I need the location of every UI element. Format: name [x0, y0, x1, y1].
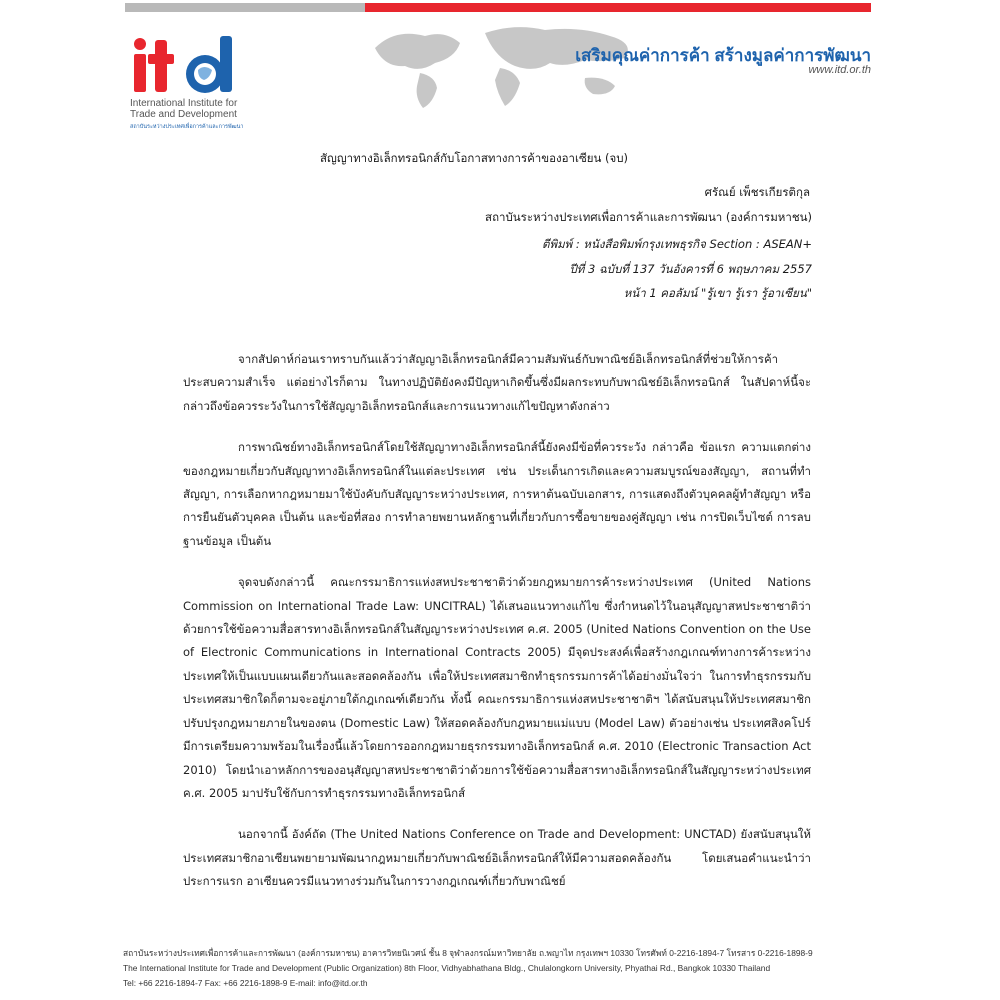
publication-line-2: ปีที่ 3 ฉบับที่ 137 วันอังคารที่ 6 พฤษภาคม 2557	[569, 261, 812, 276]
author-affiliation: สถาบันระหว่างประเทศเพื่อการค้าและการพัฒนา (องค์การมหาชน)	[485, 210, 812, 224]
article-title: สัญญาทางอิเล็กทรอนิกส์กับโอกาสทางการค้าของอาเซียน (จบ)	[320, 151, 629, 165]
itd-tagline-1: International Institute for	[130, 98, 238, 109]
itd-logo	[128, 30, 253, 135]
itd-logo-d-stem	[220, 36, 232, 92]
paragraph-2: การพาณิชย์ทางอิเล็กทรอนิกส์โดยใช้สัญญาทางอิเล็กทรอนิกส์นี้ยังคงมีข้อที่ควรระวัง กล่าวคือ ข้อแรก ความแตกต่างของกฎหมายเกี่ยวกับสัญญาทางอิเล็กทรอนิกส์ในแต่ละประเทศ เช่น ประเด็นการเกิดและความสมบูรณ์ของสัญญา, สถานที่ทำสัญญา, การเลือกหากฎหมายมาใช้บังคับกับสัญญาระหว่างประเทศ, การหาต้นฉบับเอกสาร, การแสดงถึงตัวบุคคลผู้ทำสัญญา หรือการยืนยันตัวบุคคล เป็นต้น และข้อที่สอง การทำลายพยานหลักฐานที่เกี่ยวกับการซื้อขายของคู่สัญญา เช่น การปิดเว็บไซต์ การลบฐานข้อมูล เป็นต้น	[183, 440, 811, 548]
footer-line-3: Tel: +66 2216-1894-7 Fax: +66 2216-1898-9 E-mail: info@itd.or.th	[123, 978, 368, 988]
paragraph-1: จากสัปดาห์ก่อนเราทราบกันแล้วว่าสัญญาอิเล็กทรอนิกส์มีความสัมพันธ์กับพาณิชย์อิเล็กทรอนิกส์ที่ช่วยให้การค้าประสบความสำเร็จ แต่อย่างไรก็ตาม ในทางปฏิบัติยังคงมีปัญหาเกิดขึ้นซึ่งมีผลกระทบกับพาณิชย์อิเล็กทรอนิกส์ ในสัปดาห์นี้จะกล่าวถึงข้อควรระวังในการใช้สัญญาอิเล็กทรอนิกส์และการแนวทางแก้ไขปัญหาดังกล่าว	[183, 352, 811, 413]
itd-thai-name: สถาบันระหว่างประเทศเพื่อการค้าและการพัฒนา	[130, 124, 244, 130]
top-bar-grey-segment	[125, 3, 365, 12]
publication-line-3: หน้า 1 คอลัมน์ "รู้เขา รู้เรา รู้อาเซียน"	[623, 286, 812, 300]
author-name: ศรัณย์ เพ็ชรเกียรติกุล	[704, 185, 810, 199]
footer-line-1: สถาบันระหว่างประเทศเพื่อการค้าและการพัฒนา (องค์การมหาชน) อาคารวิทยนิเวศน์ ชั้น 8 จุฬาลงกรณ์มหาวิทยาลัย ถ.พญาไท กรุงเทพฯ 10330 โทรศัพท์ 0-2216-1894-7 โทรสาร 0-2216-1898-9	[123, 948, 813, 958]
paragraph-3: จุดจบดังกล่าวนี้ คณะกรรมาธิการแห่งสหประชาชาติว่าด้วยกฎหมายการค้าระหว่างประเทศ (United Nations Commission on International Trade Law: UNCITRAL) ได้เสนอแนวทางแก้ไข ซึ่งกำหนดไว้ในอนุสัญญาสหประชาชาติว่าด้วยการใช้ข้อความสื่อสารทางอิเล็กทรอนิกส์ในสัญญาระหว่างประเทศ ค.ศ. 2005 (United Nations Convention on the Use of Electronic Communications in International Contracts 2005) มีจุดประสงค์เพื่อสร้างกฎเกณฑ์ทางการค้าระหว่างประเทศให้เป็นแบบแผนเดียวกันและสอดคล้องกัน เพื่อให้ประเทศสมาชิกทำธุรกรรมการค้าได้อย่างมั่นใจว่า ในการทำธุรกรรมกับประเทศสมาชิกใดก็ตามจะอยู่ภายใต้กฎเกณฑ์เดียวกัน ทั้งนี้ คณะกรรมาธิการแห่งสหประชาชาติฯ ได้สนับสนุนให้ประเทศสมาชิกปรับปรุงกฎหมายภายในของตน (Domestic Law) ให้สอดคล้องกับกฎหมายแม่แบบ (Model Law) ตัวอย่างเช่น ประเทศสิงคโปร์ มีการเตรียมความพร้อมในเรื่องนี้แล้วโดยการออกกฎหมายธุรกรรมทางอิเล็กทรอนิกส์ ค.ศ. 2010 (Electronic Transaction Act 2010) โดยนำเอาหลักการของอนุสัญญาสหประชาชาติว่าด้วยการใช้ข้อความสื่อสารทางอิเล็กทรอนิกส์ในสัญญาระหว่างประเทศ ค.ศ. 2005 มาปรับใช้กับการทำธุรกรรมทางอิเล็กทรอนิกส์	[183, 575, 811, 800]
letterhead-slogan: เสริมคุณค่าการค้า สร้างมูลค่าการพัฒนา	[575, 46, 871, 65]
itd-logo-t-stem	[155, 40, 167, 92]
itd-tagline-2: Trade and Development	[130, 109, 237, 120]
top-color-bar	[125, 3, 871, 12]
footer-line-2: The International Institute for Trade and Development (Public Organization) 8th Floor, Vidhyabhathana Bldg., Chulalongkorn University, Phyathai Rd., Bangkok 10330 Thailand	[123, 963, 771, 973]
itd-logo-i-stem	[134, 54, 146, 92]
publication-line-1: ตีพิมพ์ : หนังสือพิมพ์กรุงเทพธุรกิจ Section : ASEAN+	[542, 237, 812, 251]
itd-logo-i-dot	[134, 38, 146, 50]
publication-info	[542, 232, 812, 306]
paragraph-4: นอกจากนี้ อังค์ถัด (The United Nations Conference on Trade and Development: UNCTAD) ยังสนับสนุนให้ประเทศสมาชิกอาเซียนพยายามพัฒนากฎหมายเกี่ยวกับพาณิชย์อิเล็กทรอนิกส์ให้มีความสอดคล้องกัน โดยเสนอคำแนะนำว่า ประการแรก อาเซียนควรมีแนวทางร่วมกันในการวางกฎเกณฑ์เกี่ยวกับพาณิชย์	[183, 827, 811, 889]
author-block	[485, 180, 812, 230]
itd-logo-t-bar	[148, 54, 174, 64]
letterhead-footer	[123, 946, 875, 991]
article-body	[183, 348, 811, 912]
letterhead-website[interactable]: www.itd.or.th	[808, 64, 871, 76]
letterhead	[125, 12, 871, 132]
top-bar-red-segment	[365, 3, 871, 12]
